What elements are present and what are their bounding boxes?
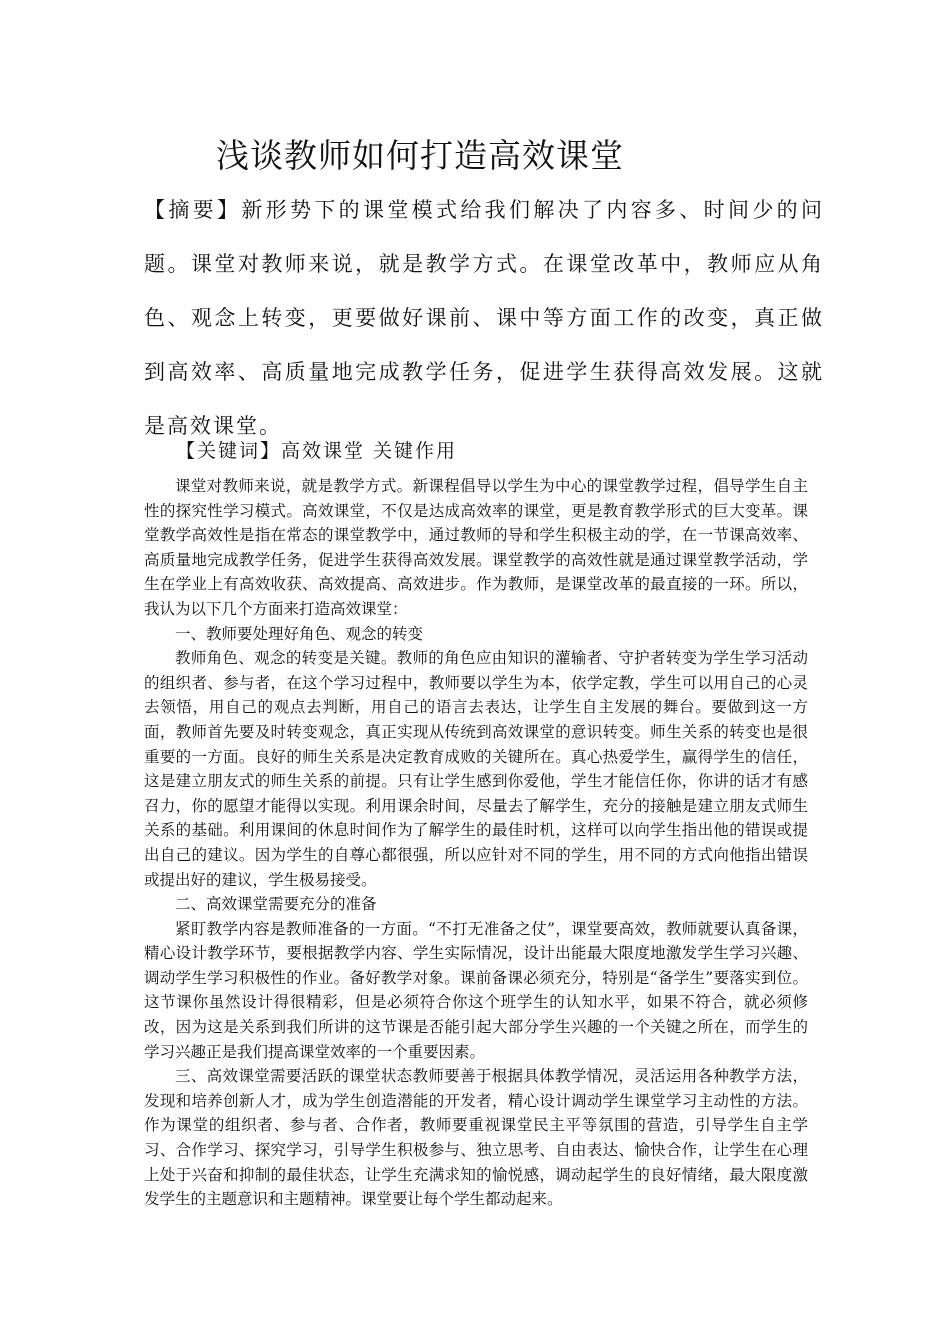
abstract: 【摘要】新形势下的课堂模式给我们解决了内容多、时间少的问题。课堂对教师来说，就是教学方式。在课堂改革中，教师应从角色、观念上转变，更要做好课前、课中等方面工作的改变，真正做到高效率、高质量地完成教学任务，促进学生获得高效发展。这就是高效课堂。 (144, 198, 824, 438)
keywords: 【关键词】高效课堂 关键作用 (176, 440, 458, 462)
body-text (144, 474, 808, 1212)
document-title: 浅谈教师如何打造高效课堂 (216, 136, 624, 175)
section-heading: 二、高效课堂需要充分的准备 (175, 895, 377, 914)
paragraph: 三、高效课堂需要活跃的课堂状态教师要善于根据具体教学情况，灵活运用各种教学方法，发现和培养创新人才，成为学生创造潜能的开发者，精心设计调动学生课堂学习主动性的方法。作为课堂的组织者、参与者、合作者，教师要重视课堂民主平等氛围的营造，引导学生自主学习、合作学习、探究学习，引导学生积极参与、独立思考、自由表达、愉快合作，让学生在心理上处于兴奋和抑制的最佳状态，让学生充满求知的愉悦感，调动起学生的良好情绪，最大限度激发学生的主题意识和主题精神。课堂要让每个学生都动起来。 (144, 1067, 808, 1209)
paragraph: 课堂对教师来说，就是教学方式。新课程倡导以学生为中心的课堂教学过程，倡导学生自主性的探究性学习模式。高效课堂，不仅是达成高效率的课堂，更是教育教学形式的巨大变革。课堂教学高效性是指在常态的课堂教学中，通过教师的导和学生积极主动的学，在一节课高效率、高质量地完成教学任务，促进学生获得高效发展。课堂教学的高效性就是通过课堂教学活动，学生在学业上有高效收获、高效提高、高效进步。作为教师，是课堂改革的最直接的一环。所以，我认为以下几个方面来打造高效课堂： (144, 477, 808, 618)
section-heading: 一、教师要处理好角色、观念的转变 (175, 624, 424, 643)
paragraph: 教师角色、观念的转变是关键。教师的角色应由知识的灌输者、守护者转变为学生学习活动的组织者、参与者，在这个学习过程中，教师要以学生为本，依学定教，学生可以用自己的心灵去领悟，用自己的观点去判断，用自己的语言去表达，让学生自主发展的舞台。要做到这一方面，教师首先要及时转变观念，真正实现从传统到高效课堂的意识转变。师生关系的转变也是很重要的一方面。良好的师生关系是决定教育成败的关键所在。真心热爱学生，赢得学生的信任，这是建立朋友式的师生关系的前提。只有让学生感到你爱他，学生才能信任你，你讲的话才有感召力，你的愿望才能得以实现。利用课余时间，尽量去了解学生，充分的接触是建立朋友式师生关系的基础。利用课间的休息时间作为了解学生的最佳时机，这样可以向学生指出他的错误或提出自己的建议。因为学生的自尊心都很强，所以应针对不同的学生，用不同的方式向他指出错误或提出好的建议，学生极易接受。 (144, 649, 808, 889)
paragraph: 紧盯教学内容是教师准备的一方面。“不打无准备之仗”，课堂要高效，教师就要认真备课，精心设计教学环节，要根据教学内容、学生实际情况，设计出能最大限度地激发学生学习兴趣、调动学生学习积极性的作业。备好教学对象。课前备课必须充分，特别是“备学生”要落实到位。这节课你虽然设计得很精彩，但是必须符合你这个班学生的认知水平，如果不符合，就必须修改，因为这是关系到我们所讲的这节课是否能引起大部分学生兴趣的一个关键之所在，而学生的学习兴趣正是我们提高课堂效率的一个重要因素。 (144, 919, 808, 1061)
